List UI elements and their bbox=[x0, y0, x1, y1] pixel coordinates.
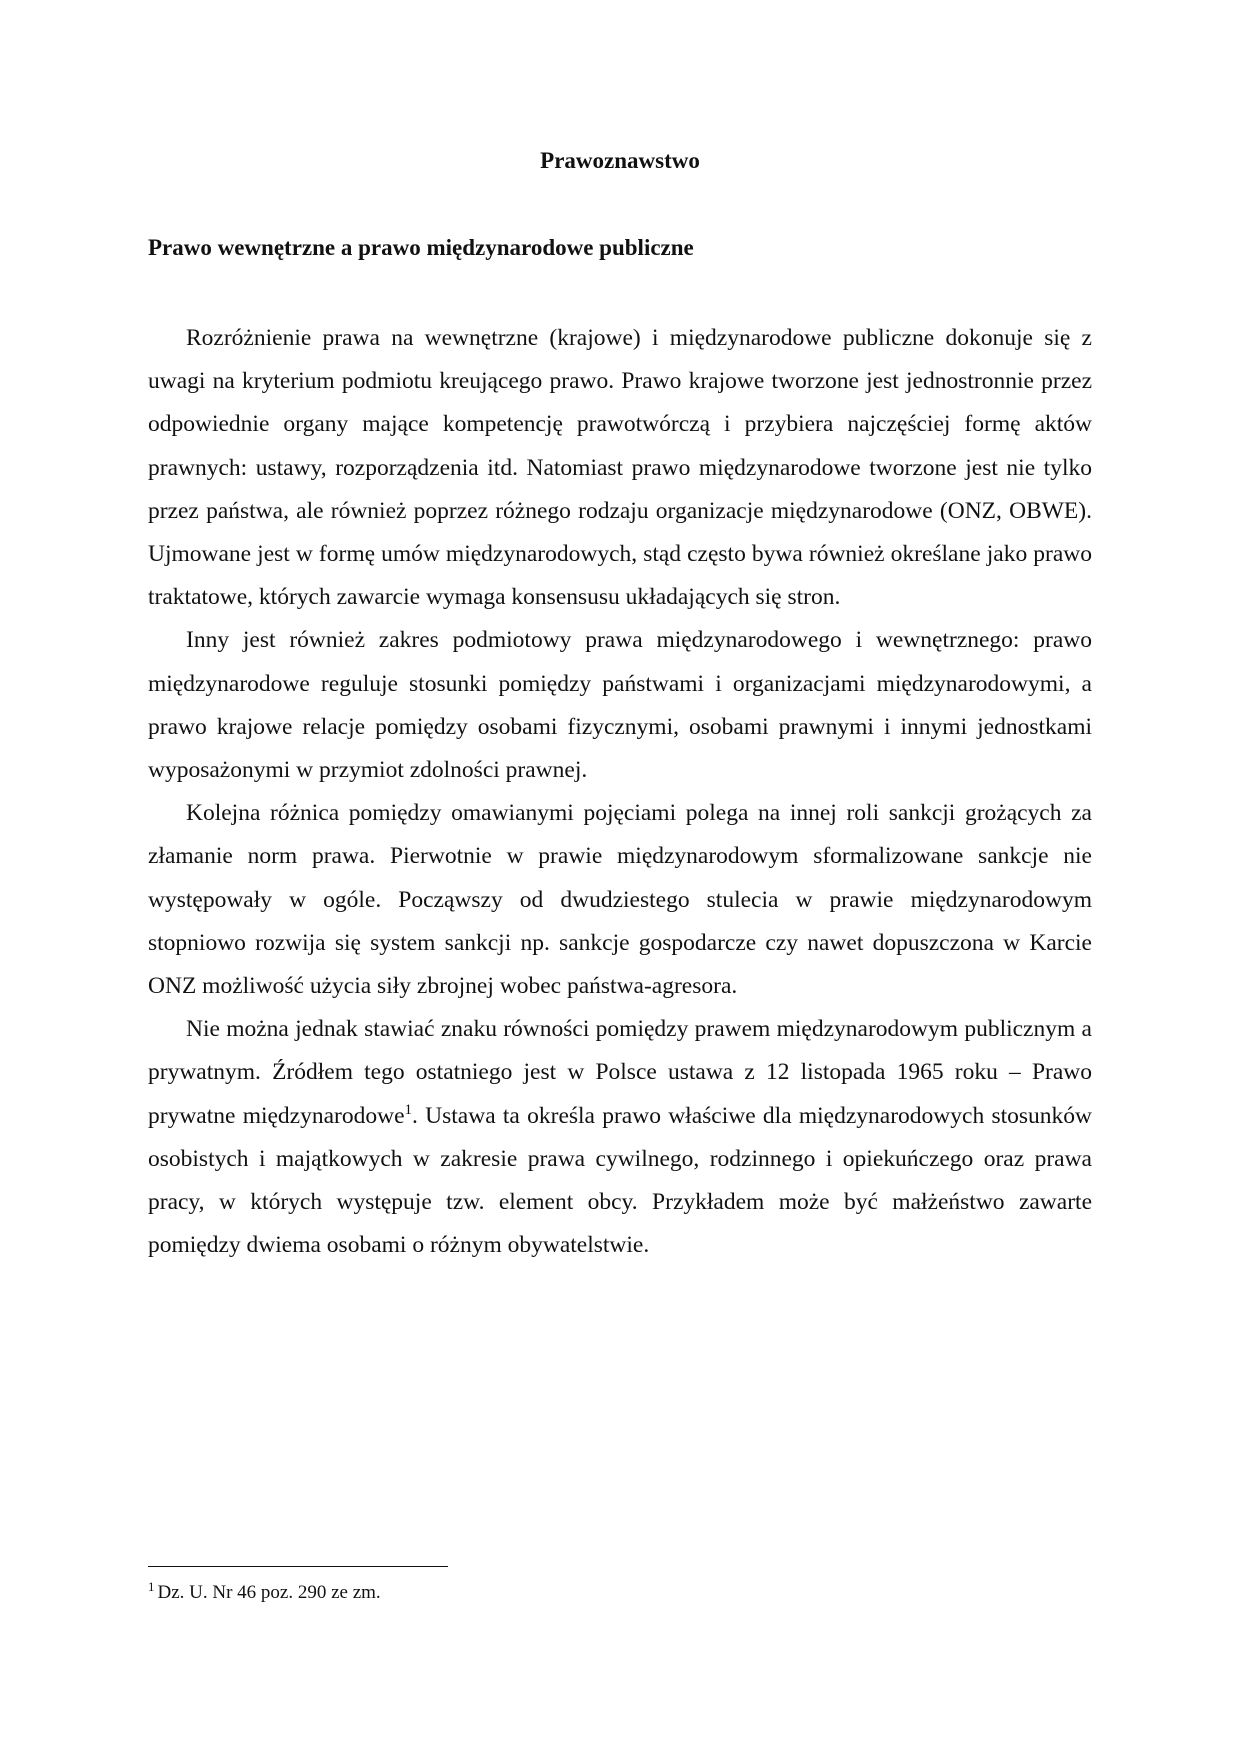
footnote-separator bbox=[148, 1566, 448, 1567]
page-title: Prawoznawstwo bbox=[540, 148, 700, 173]
paragraph-1: Rozróżnienie prawa na wewnętrzne (krajowe) i międzynarodowe publiczne dokonuje się z uwagi na kryterium podmiotu kreującego prawo. Prawo krajowe tworzone jest jednostronnie przez odpowiednie organy mające kompetencję prawotwórczą i przybiera najczęściej formę aktów prawnych: ustawy, rozporządzenia itd. Natomiast prawo międzynarodowe tworzone jest nie tylko przez państwa, ale również poprzez różnego rodzaju organizacje międzynarodowe (ONZ, OBWE). Ujmowane jest w formę umów międzynarodowych, stąd często bywa również określane jako prawo traktatowe, których zawarcie wymaga konsensusu układających się stron. bbox=[148, 325, 1092, 611]
footnote bbox=[148, 1580, 1092, 1606]
paragraph-4-text-after-ref: . Ustawa ta określa prawo właściwe dla międzynarodowych stosunków osobistych i majątkowych w zakresie prawa cywilnego, rodzinnego i opiekuńczego oraz prawa pracy, w których występuje tzw. element obcy. Przykładem może być małżeństwo zawarte pomiędzy dwiema osobami o różnym obywatelstwie. bbox=[148, 1102, 1092, 1259]
paragraph-2: Inny jest również zakres podmiotowy prawa międzynarodowego i wewnętrznego: prawo międzynarodowe reguluje stosunki pomiędzy państwami i organizacjami międzynarodowymi, a prawo krajowe relacje pomiędzy osobami fizycznymi, osobami prawnymi i innymi jednostkami wyposażonymi w przymiot zdolności prawnej. bbox=[148, 627, 1092, 784]
paragraph-4-text-before-ref: Nie można jednak stawiać znaku równości pomiędzy prawem międzynarodowym publicznym a prywatnym. Źródłem tego ostatniego jest w Polsce ustawa z 12 listopada 1965 roku – Prawo prywatne międzynarodowe bbox=[148, 1016, 1092, 1129]
section-heading: Prawo wewnętrzne a prawo międzynarodowe publiczne bbox=[148, 235, 694, 260]
footnote-number: 1 bbox=[148, 1578, 155, 1594]
footnote-text: Dz. U. Nr 46 poz. 290 ze zm. bbox=[157, 1582, 381, 1603]
paragraph-4 bbox=[148, 1008, 1092, 1267]
body-text bbox=[148, 317, 1092, 1267]
footnote-reference[interactable]: 1 bbox=[404, 1101, 413, 1118]
paragraph-3: Kolejna różnica pomiędzy omawianymi pojęciami polega na innej roli sankcji grożących za złamanie norm prawa. Pierwotnie w prawie międzynarodowym sformalizowane sankcje nie występowały w ogóle. Począwszy od dwudziestego stulecia w prawie międzynarodowym stopniowo rozwija się system sankcji np. sankcje gospodarcze czy nawet dopuszczona w Karcie ONZ możliwość użycia siły zbrojnej wobec państwa-agresora. bbox=[148, 800, 1092, 1000]
